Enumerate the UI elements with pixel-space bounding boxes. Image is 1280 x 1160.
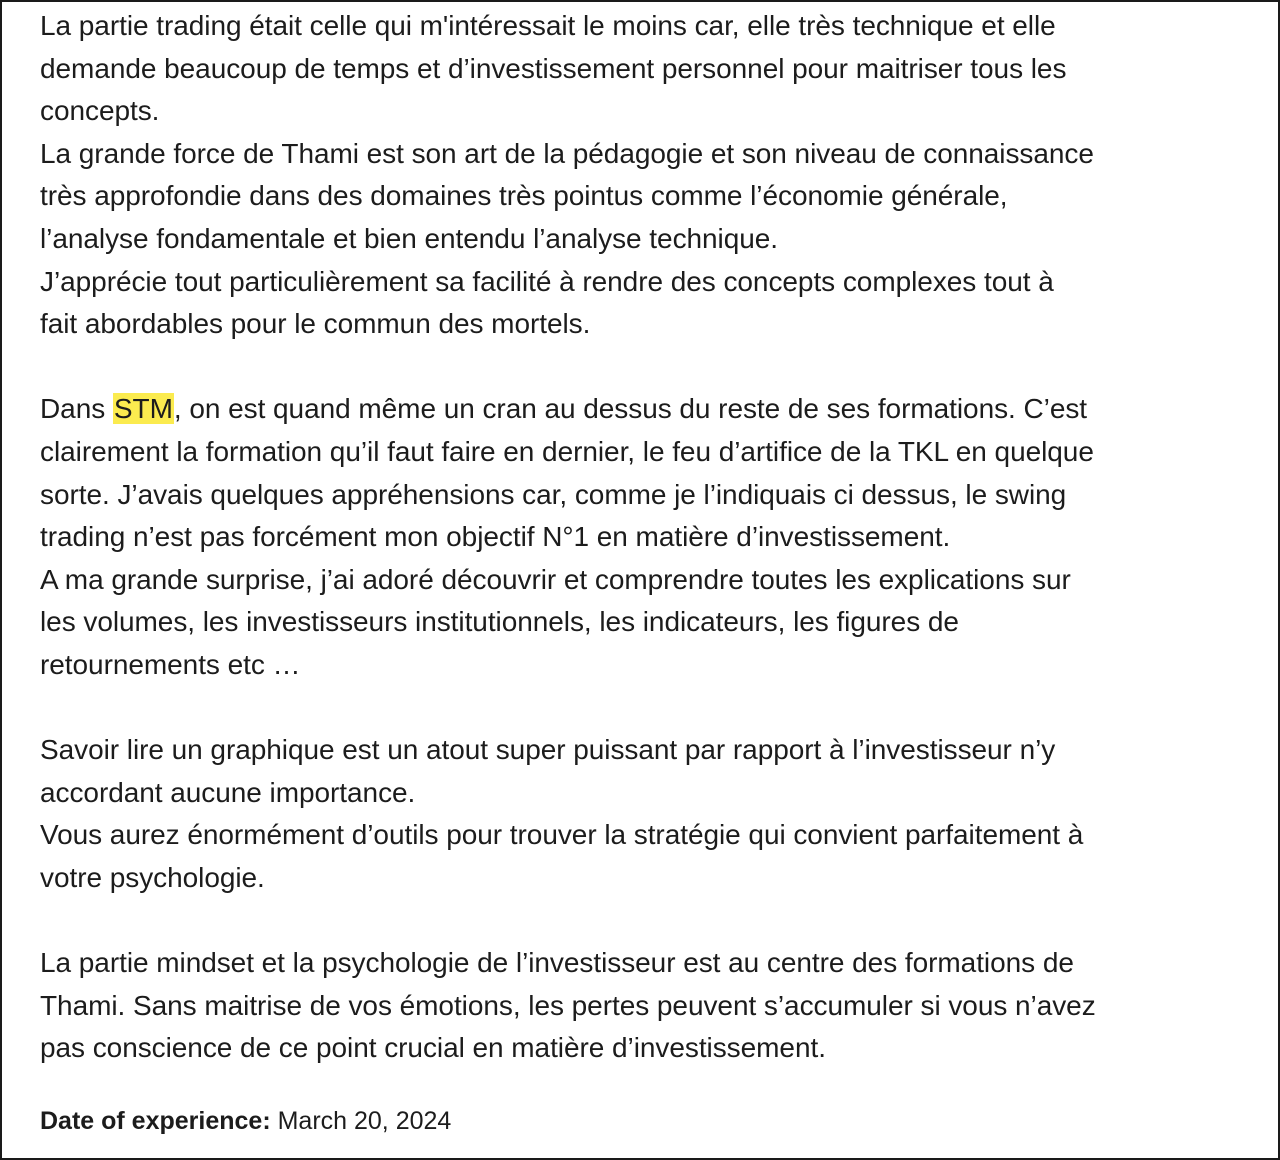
search-highlight: STM [113,393,173,425]
review-line: La partie trading était celle qui m'intéressait le moins car, elle très technique et elle [40,10,1056,41]
review-line: clairement la formation qu’il faut faire en dernier, le feu d’artifice de la TKL en quelque [40,435,1094,467]
review-line: fait abordables pour le commun des mortels. [40,308,591,340]
paragraph-spacer [40,899,1255,942]
review-line: très approfondie dans des domaines très pointus comme l’économie générale, [40,180,1008,212]
review-line: demande beaucoup de temps et d’investissement personnel pour maitriser tous les [40,52,1067,84]
review-line: A ma grande surprise, j’ai adoré découvrir et comprendre toutes les explications sur [40,563,1071,595]
review-text: Dans [40,393,113,425]
date-of-experience [40,1101,451,1141]
review-line: l’analyse fondamentale et bien entendu l’analyse technique. [40,222,779,254]
review-line: pas conscience de ce point crucial en matière d’investissement. [40,1032,826,1064]
review-line: sorte. J’avais quelques appréhensions car, comme je l’indiquais ci dessus, le swing [40,478,1067,510]
review-line: La partie mindset et la psychologie de l’investisseur est au centre des formations de [40,947,1074,979]
date-label: Date of experience: [40,1107,271,1135]
review-text: , on est quand même un cran au dessus du reste de ses formations. C’est [173,393,1088,425]
paragraph-spacer [40,687,1255,730]
review-line: retournements etc … [40,648,301,680]
review-line: concepts. [40,95,160,127]
paragraph-spacer [40,346,1255,389]
review-body [40,5,1255,1070]
review-line: Vous aurez énormément d’outils pour trouver la stratégie qui convient parfaitement à [40,819,1084,851]
review-line: les volumes, les investisseurs institutionnels, les indicateurs, les figures de [40,606,959,638]
review-line: votre psychologie. [40,861,265,893]
review-line: trading n’est pas forcément mon objectif N°1 en matière d’investissement. [40,521,951,553]
review-line: Savoir lire un graphique est un atout super puissant par rapport à l’investisseur n’y [40,734,1056,766]
review-line: La grande force de Thami est son art de la pédagogie et son niveau de connaissance [40,137,1094,169]
review-line: accordant aucune importance. [40,776,416,808]
review-line: Thami. Sans maitrise de vos émotions, les pertes peuvent s’accumuler si vous n’avez [40,989,1096,1021]
review-line: J’apprécie tout particulièrement sa facilité à rendre des concepts complexes tout à [40,265,1054,297]
review-line [40,388,1255,431]
date-value: March 20, 2024 [277,1107,452,1135]
